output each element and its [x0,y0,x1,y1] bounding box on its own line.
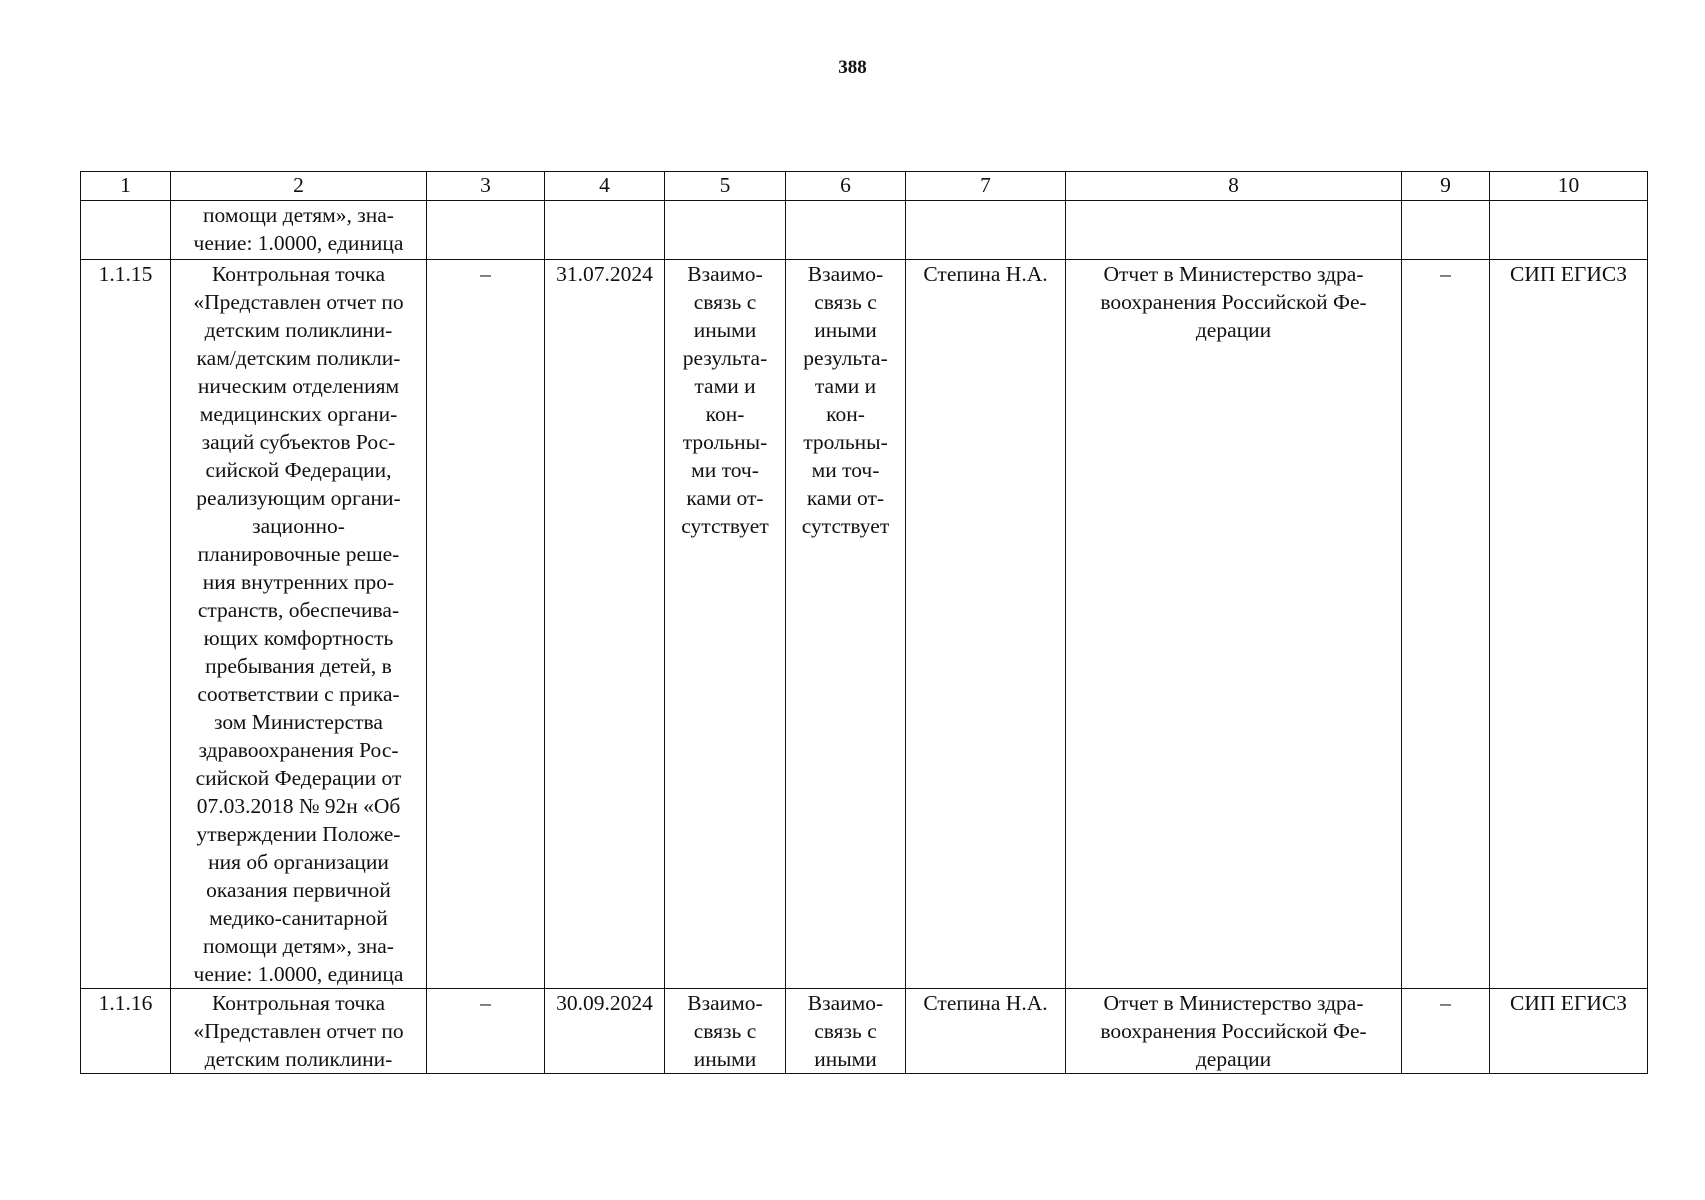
column-3-cell [427,201,545,260]
result-cell: Отчет в Министерство здра- воохранения Российской Фе- дерации [1066,260,1402,989]
table-row-continuation [81,201,1648,260]
column-6-cell: Взаимо- связь с иными результа- тами и кон- трольны- ми точ- ками от- сутствует [786,260,906,989]
page-number: 388 [838,57,867,78]
column-5-cell [665,201,786,260]
column-6-cell: Взаимо- связь с иными [786,989,906,1074]
system-cell: СИП ЕГИСЗ [1490,989,1648,1074]
date-cell: 31.07.2024 [545,260,665,989]
column-9-cell: – [1402,989,1490,1074]
column-9-cell [1402,201,1490,260]
row-number-cell [81,201,171,260]
schedule-table [80,171,1648,1074]
column-header-3: 3 [427,172,545,201]
column-header-4: 4 [545,172,665,201]
responsible-cell: Степина Н.А. [906,989,1066,1074]
column-header-8: 8 [1066,172,1402,201]
column-header-10: 10 [1490,172,1648,201]
column-header-2: 2 [171,172,427,201]
column-header-5: 5 [665,172,786,201]
column-5-cell: Взаимо- связь с иными результа- тами и кон- трольны- ми точ- ками от- сутствует [665,260,786,989]
responsible-cell: Степина Н.А. [906,260,1066,989]
row-number-cell: 1.1.15 [81,260,171,989]
column-5-cell: Взаимо- связь с иными [665,989,786,1074]
description-cell: помощи детям», зна- чение: 1.0000, единица [171,201,427,260]
column-header-1: 1 [81,172,171,201]
system-cell [1490,201,1648,260]
responsible-cell [906,201,1066,260]
column-9-cell: – [1402,260,1490,989]
column-header-9: 9 [1402,172,1490,201]
description-cell: Контрольная точка «Представлен отчет по детским поликлини- [171,989,427,1074]
result-cell: Отчет в Министерство здра- воохранения Российской Фе- дерации [1066,989,1402,1074]
table-row-1-1-15 [81,260,1648,989]
description-cell: Контрольная точка «Представлен отчет по детским поликлини- кам/детским поликли- ническим отделениям медицинских органи- заций субъектов Рос- сийской Федерации, реализующим органи- зационно- планировочные реше- ния внутренних про- странств, обеспечива- ющих комфортность пребывания детей, в соответствии с прика- зом Министерства здравоохранения Рос- сийской Федерации от 07.03.2018 № 92н «Об утверждении Положе- ния об организации оказания первичной медико-санитарной помощи детям», зна- чение: 1.0000, единица [171,260,427,989]
row-number-cell: 1.1.16 [81,989,171,1074]
column-6-cell [786,201,906,260]
date-cell: 30.09.2024 [545,989,665,1074]
date-cell [545,201,665,260]
table-header-row [81,172,1648,201]
table-row-1-1-16 [81,989,1648,1074]
column-header-6: 6 [786,172,906,201]
column-3-cell: – [427,989,545,1074]
result-cell [1066,201,1402,260]
column-3-cell: – [427,260,545,989]
column-header-7: 7 [906,172,1066,201]
system-cell: СИП ЕГИСЗ [1490,260,1648,989]
